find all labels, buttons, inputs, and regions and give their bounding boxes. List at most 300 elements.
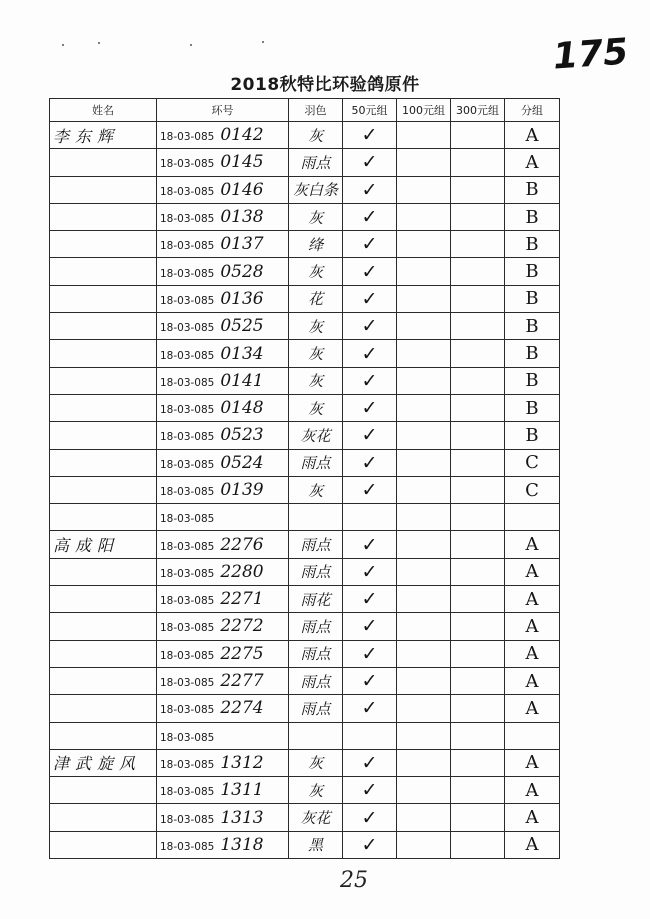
check-mark: ✓ — [361, 315, 378, 338]
color-cell — [289, 558, 343, 585]
ring-cell — [157, 203, 289, 230]
group-300-cell — [451, 558, 505, 585]
group-100-cell — [397, 695, 451, 722]
feather-color: 雨花 — [300, 590, 331, 609]
check-mark: ✓ — [361, 260, 378, 283]
group-50-cell — [343, 340, 397, 367]
ring-prefix: 18-03-085 — [160, 758, 215, 771]
color-cell — [289, 640, 343, 667]
ring-number: 0528 — [220, 261, 264, 282]
group-cell — [505, 176, 560, 203]
header-color: 羽色 — [289, 99, 343, 122]
table-row — [50, 722, 560, 749]
group-100-cell — [397, 231, 451, 258]
group-50-cell — [343, 176, 397, 203]
group-letter: A — [525, 151, 539, 173]
group-letter: C — [525, 479, 539, 501]
ring-prefix: 18-03-085 — [160, 404, 215, 417]
color-cell — [289, 476, 343, 503]
table-row — [50, 203, 560, 230]
group-50-cell — [343, 203, 397, 230]
group-letter: A — [525, 670, 539, 692]
group-300-cell — [451, 804, 505, 831]
group-cell — [505, 476, 560, 503]
group-50-cell — [343, 831, 397, 858]
scan-speck — [190, 44, 192, 46]
group-100-cell — [397, 394, 451, 421]
group-letter: C — [525, 452, 539, 474]
ring-cell — [157, 722, 289, 749]
owner-cell — [50, 722, 157, 749]
group-100-cell — [397, 476, 451, 503]
owner-cell — [50, 531, 157, 558]
ring-cell — [157, 531, 289, 558]
table-row — [50, 340, 560, 367]
color-cell — [289, 340, 343, 367]
color-cell — [289, 422, 343, 449]
ring-cell — [157, 831, 289, 858]
group-50-cell — [343, 504, 397, 531]
ring-prefix: 18-03-085 — [160, 322, 215, 335]
group-cell — [505, 122, 560, 149]
group-100-cell — [397, 531, 451, 558]
ring-prefix: 18-03-085 — [160, 267, 215, 280]
group-300-cell — [451, 777, 505, 804]
owner-cell — [50, 558, 157, 585]
ring-cell — [157, 394, 289, 421]
group-cell — [505, 831, 560, 858]
group-50-cell — [343, 667, 397, 694]
group-100-cell — [397, 122, 451, 149]
feather-color: 灰花 — [300, 426, 331, 445]
color-cell — [289, 394, 343, 421]
group-letter: A — [525, 561, 539, 583]
owner-cell — [50, 122, 157, 149]
ring-cell — [157, 613, 289, 640]
table-row — [50, 176, 560, 203]
table-row — [50, 558, 560, 585]
group-letter: A — [525, 615, 539, 637]
group-cell — [505, 313, 560, 340]
owner-cell — [50, 586, 157, 613]
table-row — [50, 777, 560, 804]
group-cell — [505, 231, 560, 258]
group-cell — [505, 722, 560, 749]
color-cell — [289, 367, 343, 394]
owner-name: 津武旋风 — [53, 754, 142, 774]
check-mark: ✓ — [361, 642, 378, 665]
group-100-cell — [397, 586, 451, 613]
check-mark: ✓ — [361, 588, 378, 611]
ring-number: 2275 — [220, 643, 264, 664]
group-50-cell — [343, 722, 397, 749]
ring-number: 2276 — [220, 534, 264, 555]
ring-cell — [157, 449, 289, 476]
group-50-cell — [343, 640, 397, 667]
group-100-cell — [397, 749, 451, 776]
check-mark: ✓ — [361, 479, 378, 501]
group-300-cell — [451, 531, 505, 558]
table-row — [50, 640, 560, 667]
feather-color: 灰 — [307, 317, 323, 336]
group-100-cell — [397, 804, 451, 831]
table-body — [50, 122, 560, 859]
color-cell — [289, 149, 343, 176]
ring-cell — [157, 176, 289, 203]
group-letter: A — [525, 643, 539, 665]
feather-color: 灰 — [307, 372, 323, 391]
owner-cell — [50, 176, 157, 203]
group-100-cell — [397, 504, 451, 531]
color-cell — [289, 258, 343, 285]
ring-cell — [157, 667, 289, 694]
ring-cell — [157, 149, 289, 176]
owner-cell — [50, 449, 157, 476]
group-cell — [505, 504, 560, 531]
scan-speck — [62, 44, 64, 46]
check-mark: ✓ — [361, 806, 378, 829]
group-300-cell — [451, 285, 505, 312]
group-cell — [505, 340, 560, 367]
ring-cell — [157, 340, 289, 367]
header-50-group: 50元组 — [343, 99, 397, 122]
group-300-cell — [451, 640, 505, 667]
ring-number: 2272 — [220, 616, 264, 637]
group-300-cell — [451, 367, 505, 394]
ring-cell — [157, 285, 289, 312]
table-row — [50, 449, 560, 476]
ring-prefix: 18-03-085 — [160, 158, 215, 171]
group-100-cell — [397, 449, 451, 476]
group-100-cell — [397, 149, 451, 176]
ring-prefix: 18-03-085 — [160, 513, 215, 526]
owner-cell — [50, 394, 157, 421]
check-mark: ✓ — [361, 206, 378, 229]
feather-color: 雨点 — [300, 672, 331, 691]
group-cell — [505, 777, 560, 804]
table-row — [50, 367, 560, 394]
check-mark: ✓ — [361, 615, 378, 638]
group-300-cell — [451, 313, 505, 340]
group-cell — [505, 149, 560, 176]
ring-cell — [157, 558, 289, 585]
owner-cell — [50, 695, 157, 722]
group-50-cell — [343, 285, 397, 312]
table-row — [50, 613, 560, 640]
check-mark: ✓ — [361, 833, 378, 856]
group-letter: A — [525, 779, 539, 801]
group-cell — [505, 258, 560, 285]
color-cell — [289, 504, 343, 531]
group-50-cell — [343, 149, 397, 176]
group-letter: B — [525, 315, 539, 337]
group-300-cell — [451, 422, 505, 449]
ring-number: 0145 — [220, 152, 264, 173]
feather-color: 灰 — [307, 399, 323, 418]
group-letter: B — [525, 179, 539, 201]
group-100-cell — [397, 258, 451, 285]
table-row — [50, 586, 560, 613]
ring-cell — [157, 476, 289, 503]
ring-number: 0137 — [220, 234, 264, 255]
color-cell — [289, 749, 343, 776]
ring-number: 0148 — [220, 398, 264, 419]
feather-color: 灰白条 — [292, 181, 338, 200]
color-cell — [289, 613, 343, 640]
owner-cell — [50, 231, 157, 258]
header-100-group: 100元组 — [397, 99, 451, 122]
group-letter: A — [525, 752, 539, 774]
color-cell — [289, 176, 343, 203]
group-300-cell — [451, 722, 505, 749]
owner-cell — [50, 203, 157, 230]
ring-cell — [157, 122, 289, 149]
feather-color: 灰 — [307, 754, 323, 773]
ring-cell — [157, 640, 289, 667]
group-cell — [505, 586, 560, 613]
table-row — [50, 749, 560, 776]
group-300-cell — [451, 695, 505, 722]
feather-color: 灰 — [307, 208, 323, 227]
group-50-cell — [343, 422, 397, 449]
feather-color: 雨点 — [300, 645, 331, 664]
group-100-cell — [397, 313, 451, 340]
table-row — [50, 149, 560, 176]
group-300-cell — [451, 258, 505, 285]
group-100-cell — [397, 340, 451, 367]
group-50-cell — [343, 777, 397, 804]
ring-prefix: 18-03-085 — [160, 294, 215, 307]
group-cell — [505, 449, 560, 476]
table-row — [50, 476, 560, 503]
table-row — [50, 258, 560, 285]
feather-color: 灰 — [307, 126, 323, 145]
table-row — [50, 394, 560, 421]
group-100-cell — [397, 422, 451, 449]
group-50-cell — [343, 749, 397, 776]
header-owner: 姓名 — [50, 99, 157, 122]
group-letter: B — [525, 261, 539, 283]
group-100-cell — [397, 777, 451, 804]
color-cell — [289, 313, 343, 340]
scan-speck — [262, 41, 264, 43]
group-300-cell — [451, 831, 505, 858]
group-cell — [505, 613, 560, 640]
ring-number: 1318 — [220, 834, 264, 855]
group-300-cell — [451, 476, 505, 503]
ring-number: 0139 — [220, 480, 264, 500]
ring-number: 0524 — [220, 452, 264, 473]
ring-cell — [157, 422, 289, 449]
check-mark: ✓ — [361, 151, 378, 174]
feather-color: 雨点 — [300, 617, 331, 636]
color-cell — [289, 203, 343, 230]
group-50-cell — [343, 586, 397, 613]
feather-color: 绛 — [307, 235, 323, 254]
group-300-cell — [451, 203, 505, 230]
ring-cell — [157, 504, 289, 531]
ring-prefix: 18-03-085 — [160, 240, 215, 253]
ring-prefix: 18-03-085 — [160, 567, 215, 580]
feather-color: 灰 — [307, 345, 323, 364]
table-row — [50, 285, 560, 312]
group-letter: B — [525, 424, 539, 446]
group-letter: B — [525, 343, 539, 365]
feather-color: 雨点 — [300, 454, 331, 473]
group-300-cell — [451, 667, 505, 694]
feather-color: 花 — [307, 290, 323, 309]
group-50-cell — [343, 531, 397, 558]
ring-number: 2280 — [220, 561, 264, 582]
group-300-cell — [451, 340, 505, 367]
check-mark: ✓ — [361, 124, 378, 147]
owner-cell — [50, 258, 157, 285]
group-letter: A — [525, 807, 539, 829]
ring-number: 2271 — [220, 589, 264, 610]
owner-cell — [50, 476, 157, 503]
table-header-row — [50, 99, 560, 122]
owner-cell — [50, 504, 157, 531]
group-50-cell — [343, 558, 397, 585]
header-ring: 环号 — [157, 99, 289, 122]
check-mark: ✓ — [361, 697, 378, 720]
ring-cell — [157, 749, 289, 776]
ring-prefix: 18-03-085 — [160, 213, 215, 226]
group-letter: B — [525, 397, 539, 419]
color-cell — [289, 777, 343, 804]
feather-color: 灰花 — [300, 809, 331, 828]
ring-prefix: 18-03-085 — [160, 595, 215, 608]
feather-color: 雨点 — [300, 153, 331, 172]
owner-cell — [50, 804, 157, 831]
owner-cell — [50, 285, 157, 312]
ring-cell — [157, 777, 289, 804]
ring-prefix: 18-03-085 — [160, 185, 215, 198]
group-letter: A — [525, 534, 539, 556]
color-cell — [289, 695, 343, 722]
ring-cell — [157, 367, 289, 394]
check-mark: ✓ — [361, 287, 378, 310]
group-300-cell — [451, 613, 505, 640]
group-100-cell — [397, 367, 451, 394]
table-row — [50, 831, 560, 858]
ring-number: 1311 — [220, 780, 264, 801]
ring-cell — [157, 231, 289, 258]
color-cell — [289, 722, 343, 749]
ring-prefix: 18-03-085 — [160, 677, 215, 690]
owner-cell — [50, 340, 157, 367]
owner-cell — [50, 667, 157, 694]
group-50-cell — [343, 394, 397, 421]
group-letter: A — [525, 588, 539, 610]
table-row — [50, 422, 560, 449]
owner-cell — [50, 777, 157, 804]
group-50-cell — [343, 313, 397, 340]
feather-color: 灰 — [307, 263, 323, 282]
ring-number: 0136 — [220, 288, 264, 309]
group-300-cell — [451, 176, 505, 203]
color-cell — [289, 231, 343, 258]
color-cell — [289, 122, 343, 149]
group-300-cell — [451, 394, 505, 421]
ring-cell — [157, 258, 289, 285]
group-50-cell — [343, 476, 397, 503]
group-100-cell — [397, 831, 451, 858]
table-row — [50, 504, 560, 531]
group-cell — [505, 203, 560, 230]
ring-cell — [157, 695, 289, 722]
group-cell — [505, 285, 560, 312]
check-mark: ✓ — [361, 533, 378, 556]
table-row — [50, 695, 560, 722]
group-letter: A — [525, 834, 539, 856]
check-mark: ✓ — [361, 751, 378, 774]
owner-cell — [50, 613, 157, 640]
ring-number: 0523 — [220, 425, 264, 446]
ring-prefix: 18-03-085 — [160, 458, 215, 471]
ring-prefix: 18-03-085 — [160, 649, 215, 662]
check-mark: ✓ — [361, 779, 378, 802]
group-letter: B — [525, 233, 539, 255]
group-letter: B — [525, 370, 539, 392]
owner-cell — [50, 422, 157, 449]
check-mark: ✓ — [361, 233, 378, 256]
ring-prefix: 18-03-085 — [160, 486, 215, 498]
group-300-cell — [451, 449, 505, 476]
feather-color: 雨点 — [300, 536, 331, 555]
group-letter: A — [525, 124, 539, 146]
ring-number: 0146 — [220, 179, 264, 200]
group-cell — [505, 667, 560, 694]
ring-cell — [157, 586, 289, 613]
color-cell — [289, 831, 343, 858]
check-mark: ✓ — [361, 670, 378, 693]
feather-color: 灰 — [307, 481, 323, 500]
table-row — [50, 667, 560, 694]
ring-prefix: 18-03-085 — [160, 731, 215, 744]
group-100-cell — [397, 285, 451, 312]
check-mark: ✓ — [361, 178, 378, 201]
ring-prefix: 18-03-085 — [160, 786, 215, 799]
ring-prefix: 18-03-085 — [160, 431, 215, 444]
pigeon-register-table — [49, 98, 560, 859]
group-300-cell — [451, 749, 505, 776]
check-mark: ✓ — [361, 560, 378, 583]
group-100-cell — [397, 176, 451, 203]
group-100-cell — [397, 558, 451, 585]
group-cell — [505, 695, 560, 722]
group-100-cell — [397, 722, 451, 749]
group-50-cell — [343, 122, 397, 149]
group-100-cell — [397, 613, 451, 640]
color-cell — [289, 531, 343, 558]
ring-number: 2277 — [220, 671, 264, 692]
group-cell — [505, 422, 560, 449]
check-mark: ✓ — [361, 451, 378, 474]
group-cell — [505, 640, 560, 667]
color-cell — [289, 667, 343, 694]
group-cell — [505, 749, 560, 776]
check-mark: ✓ — [361, 369, 378, 392]
group-cell — [505, 558, 560, 585]
ring-prefix: 18-03-085 — [160, 622, 215, 635]
group-100-cell — [397, 667, 451, 694]
table-row — [50, 531, 560, 558]
group-letter: B — [525, 206, 539, 228]
group-100-cell — [397, 203, 451, 230]
owner-cell — [50, 749, 157, 776]
group-300-cell — [451, 586, 505, 613]
